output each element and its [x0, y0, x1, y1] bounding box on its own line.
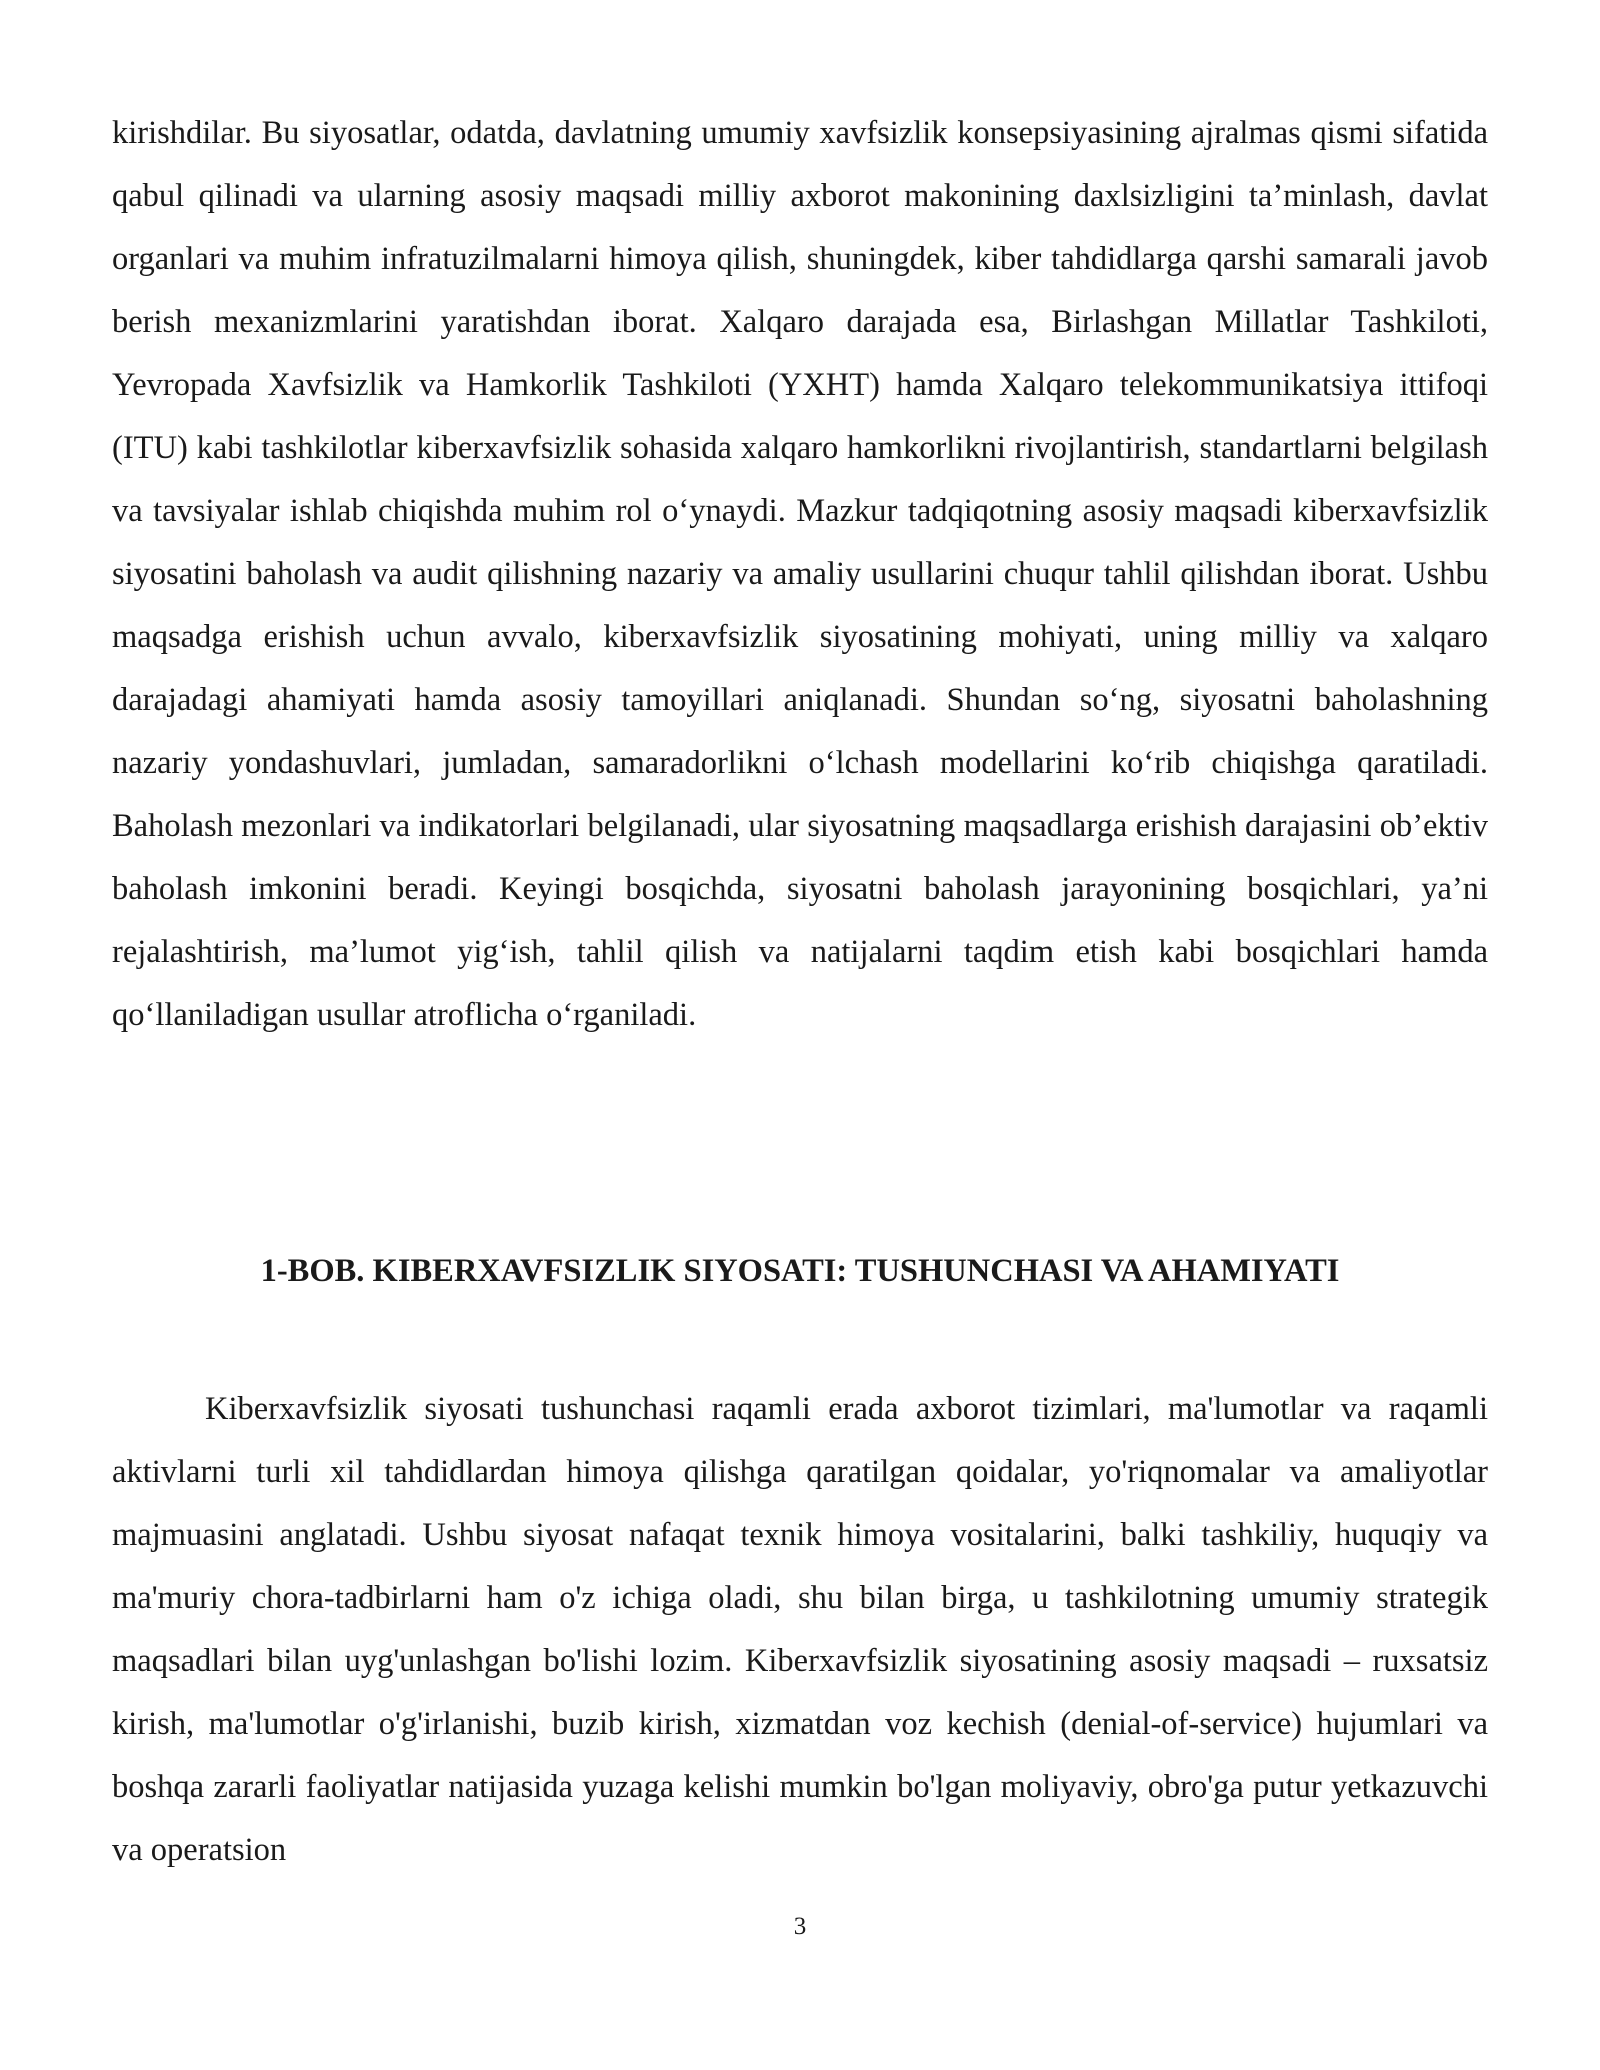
page-number: 3 — [793, 1913, 807, 1940]
body-paragraph-continuation: kirishdilar. Bu siyosatlar, odatda, davlatning umumiy xavfsizlik konsepsiyasining ajralmas qismi sifatida qabul qilinadi va ularning asosiy maqsadi milliy axborot makonining daxlsizligini ta’minlash, davlat organlari va muhim infratuzilmalarni himoya qilish, shuningdek, kiber tahdidlarga qarshi samarali javob berish mexanizmlarini yaratishdan iborat. Xalqaro darajada esa, Birlashgan Millatlar Tashkiloti, Yevropada Xavfsizlik va Hamkorlik Tashkiloti (YXHT) hamda Xalqaro telekommunikatsiya ittifoqi (ITU) kabi tashkilotlar kiberxavfsizlik sohasida xalqaro hamkorlikni rivojlantirish, standartlarni belgilash va tavsiyalar ishlab chiqishda muhim rol o‘ynaydi. Mazkur tadqiqotning asosiy maqsadi kiberxavfsizlik siyosatini baholash va audit qilishning nazariy va amaliy usullarini chuqur tahlil qilishdan iborat. Ushbu maqsadga erishish uchun avvalo, kiberxavfsizlik siyosatining mohiyati, uning milliy va xalqaro darajadagi ahamiyati hamda asosiy tamoyillari aniqlanadi. Shundan so‘ng, siyosatni baholashning nazariy yondashuvlari, jumladan, samaradorlikni o‘lchash modellarini ko‘rib chiqishga qaratiladi. Baholash mezonlari va indikatorlari belgilanadi, ular siyosatning maqsadlarga erishish darajasini ob’ektiv baholash imkonini beradi. Keyingi bosqichda, siyosatni baholash jarayonining bosqichlari, ya’ni rejalashtirish, ma’lumot yig‘ish, tahlil qilish va natijalarni taqdim etish kabi bosqichlari hamda qo‘llaniladigan usullar atroflicha o‘rganiladi. — [112, 115, 1488, 1033]
body-paragraph-chapter-intro: Kiberxavfsizlik siyosati tushunchasi raqamli erada axborot tizimlari, ma'lumotlar va raqamli aktivlarni turli xil tahdidlardan himoya qilishga qaratilgan qoidalar, yo'riqnomalar va amaliyotlar majmuasini anglatadi. Ushbu siyosat nafaqat texnik himoya vositalarini, balki tashkiliy, huquqiy va ma'muriy chora-tadbirlarni ham o'z ichiga oladi, shu bilan birga, u tashkilotning umumiy strategik maqsadlari bilan uyg'unlashgan bo'lishi lozim. Kiberxavfsizlik siyosatining asosiy maqsadi – ruxsatsiz kirish, ma'lumotlar o'g'irlanishi, buzib kirish, xizmatdan voz kechish (denial-of-service) hujumlari va boshqa zararli faoliyatlar natijasida yuzaga kelishi mumkin bo'lgan moliyaviy, obro'ga putur yetkazuvchi va operatsion — [112, 1391, 1488, 1868]
chapter-heading: 1-BOB. KIBERXAVFSIZLIK SIYOSATI: TUSHUNCHASI VA AHAMIYATI — [260, 1253, 1340, 1289]
